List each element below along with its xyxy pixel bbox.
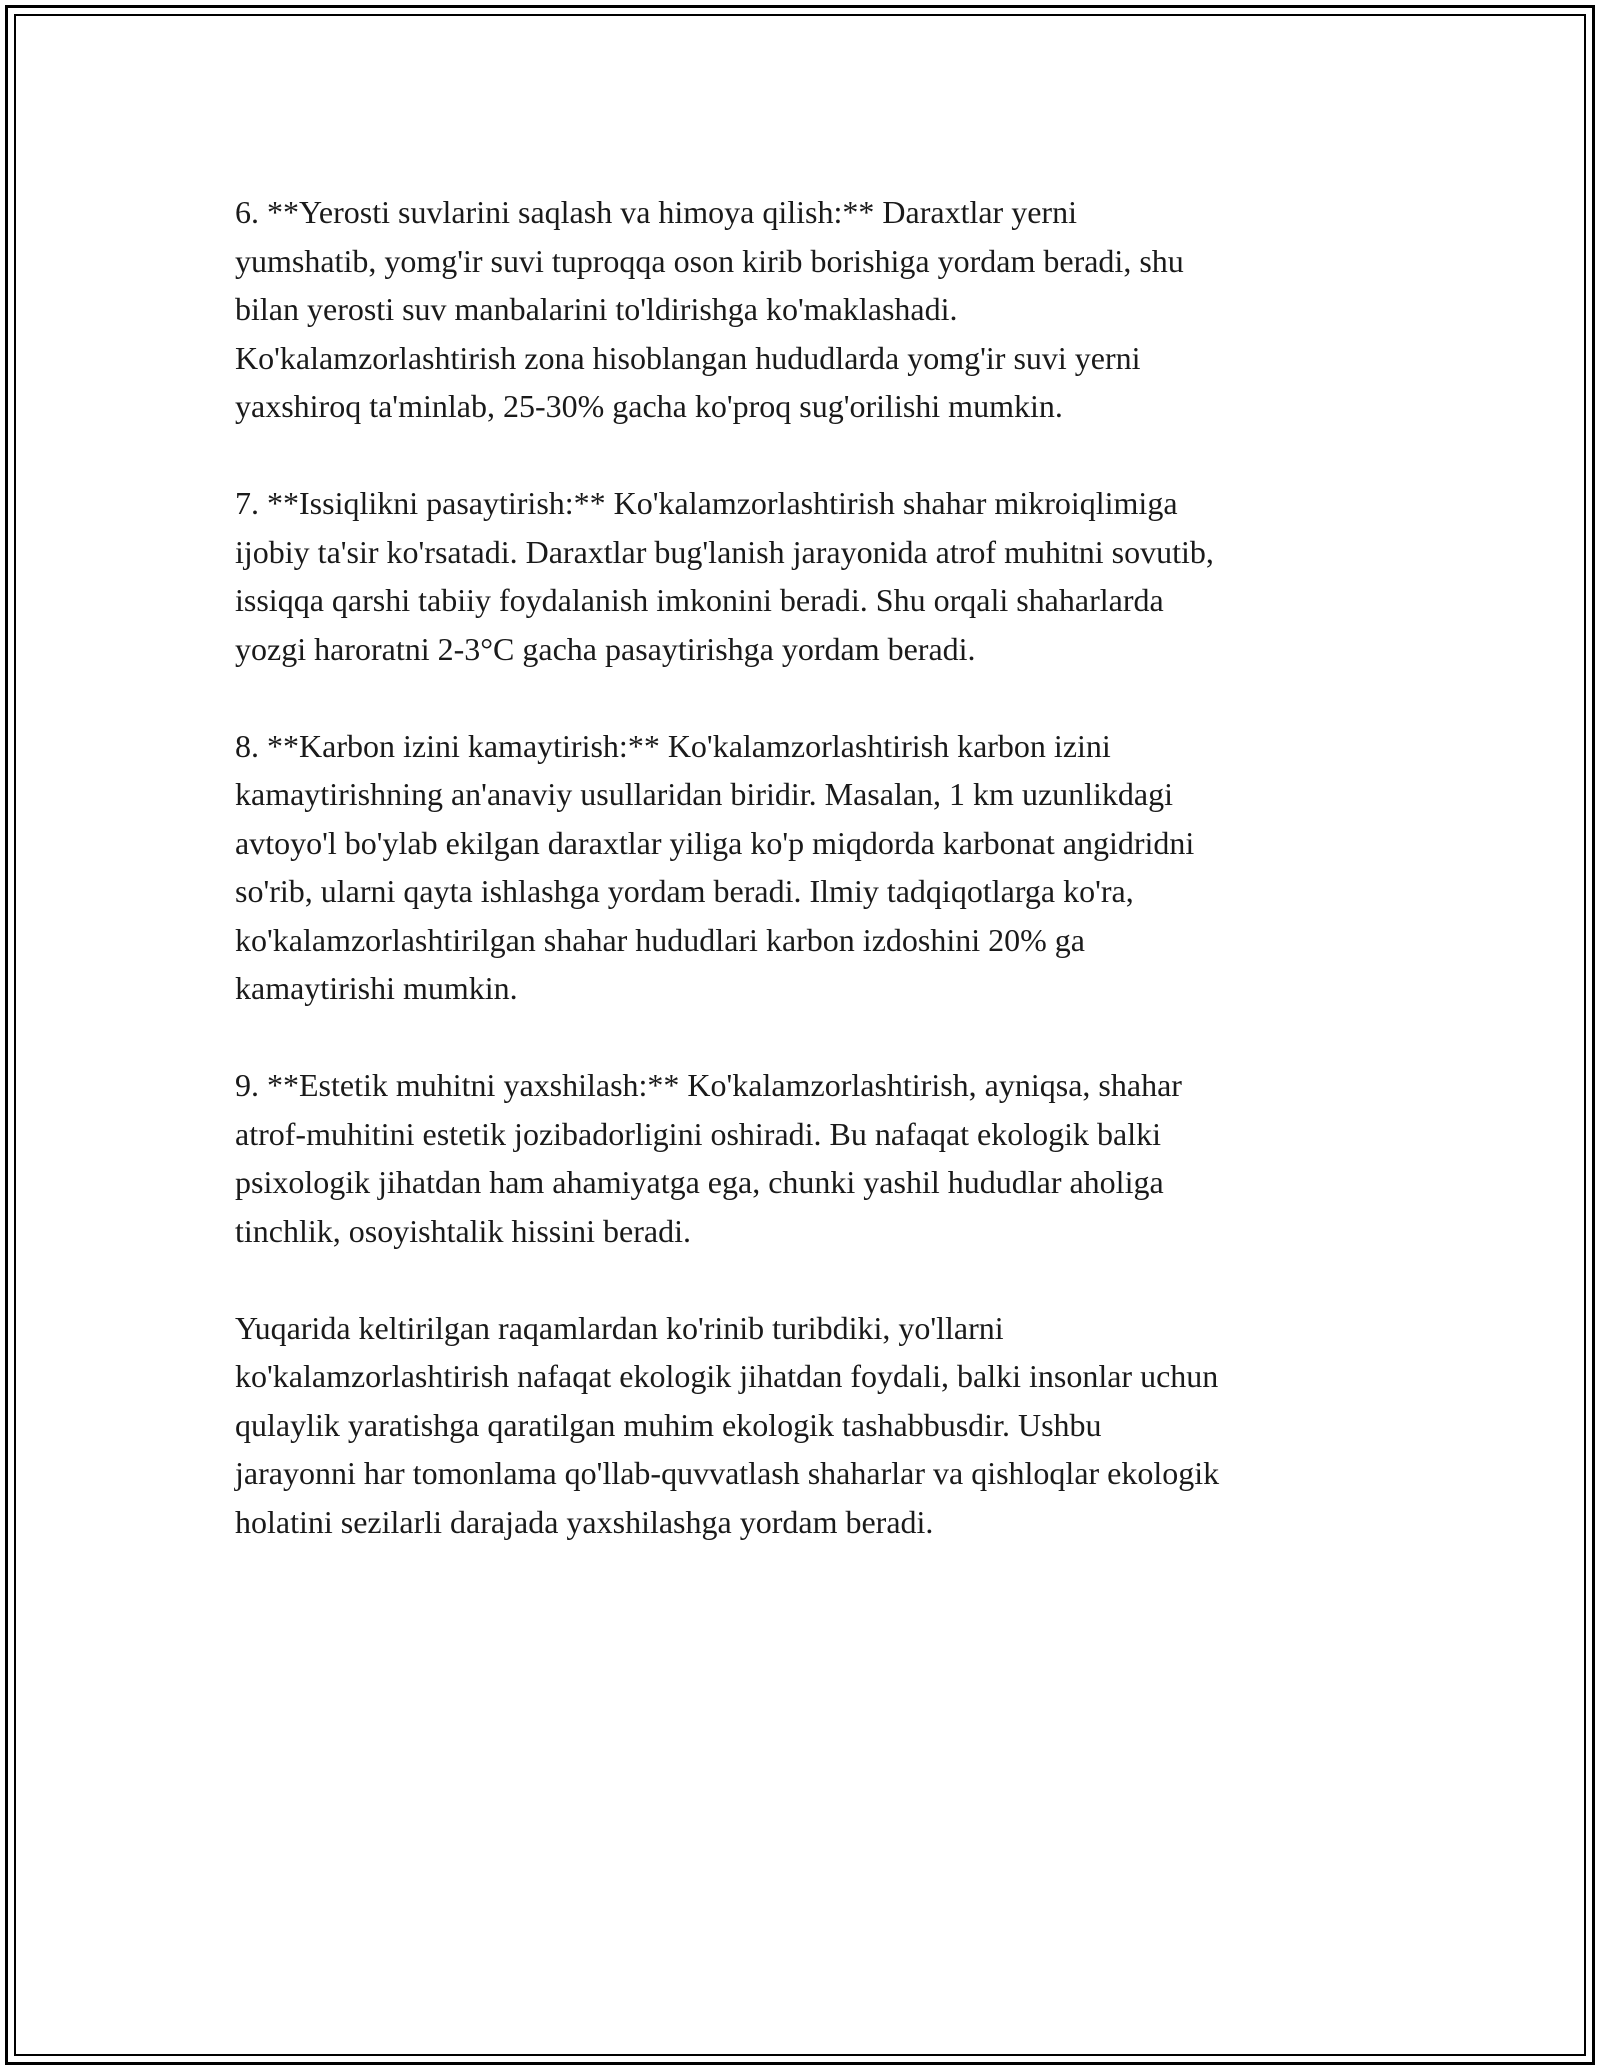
paragraph-groundwater: 6. **Yerosti suvlarini saqlash va himoya qilish:** Daraxtlar yerni yumshatib, yomg'ir suvi tuproqqa oson kirib borishiga yordam beradi, shu bilan yerosti suv manbalarini to'ldirishga ko'maklashadi. Ko'kalamzorlashtirish zona hisoblangan hududlarda yomg'ir suvi yerni yaxshiroq ta'minlab, 25-30% gacha ko'proq sug'orilishi mumkin. <box>235 194 1184 424</box>
paragraph-carbon-footprint: 8. **Karbon izini kamaytirish:** Ko'kalamzorlashtirish karbon izini kamaytirishning an'anaviy usullaridan biridir. Masalan, 1 km uzunlikdagi avtoyo'l bo'ylab ekilgan daraxtlar yiliga ko'p miqdorda karbonat angidridni so'rib, ularni qayta ishlashga yordam beradi. Ilmiy tadqiqotlarga ko'ra, ko'kalamzorlashtirilgan shahar hududlari karbon izdoshini 20% ga kamaytirishi mumkin. <box>235 727 1195 1006</box>
paragraph-conclusion: Yuqarida keltirilgan raqamlardan ko'rinib turibdiki, yo'llarni ko'kalamzorlashtirish nafaqat ekologik jihatdan foydali, balki insonlar uchun qulaylik yaratishga qaratilgan muhim ekologik tashabbusdir. Ushbu jarayonni har tomonlama qo'llab-quvvatlash shaharlar va qishloqlar ekologik holatini sezilarli darajada yaxshilashga yordam beradi. <box>235 1309 1220 1540</box>
document-body <box>235 188 1375 1595</box>
paragraph-heat-reduction: 7. **Issiqlikni pasaytirish:** Ko'kalamzorlashtirish shahar mikroiqlimiga ijobiy ta'sir ko'rsatadi. Daraxtlar bug'lanish jarayonida atrof muhitni sovutib, issiqqa qarshi tabiiy foydalanish imkonini beradi. Shu orqali shaharlarda yozgi haroratni 2-3°C gacha pasaytirishga yordam beradi. <box>235 485 1214 667</box>
paragraph-aesthetic-environment: 9. **Estetik muhitni yaxshilash:** Ko'kalamzorlashtirish, ayniqsa, shahar atrof-muhitini estetik jozibadorligini oshiradi. Bu nafaqat ekologik balki psixologik jihatdan ham ahamiyatga ega, chunki yashil hududlar aholiga tinchlik, osoyishtalik hissini beradi. <box>235 1067 1182 1249</box>
